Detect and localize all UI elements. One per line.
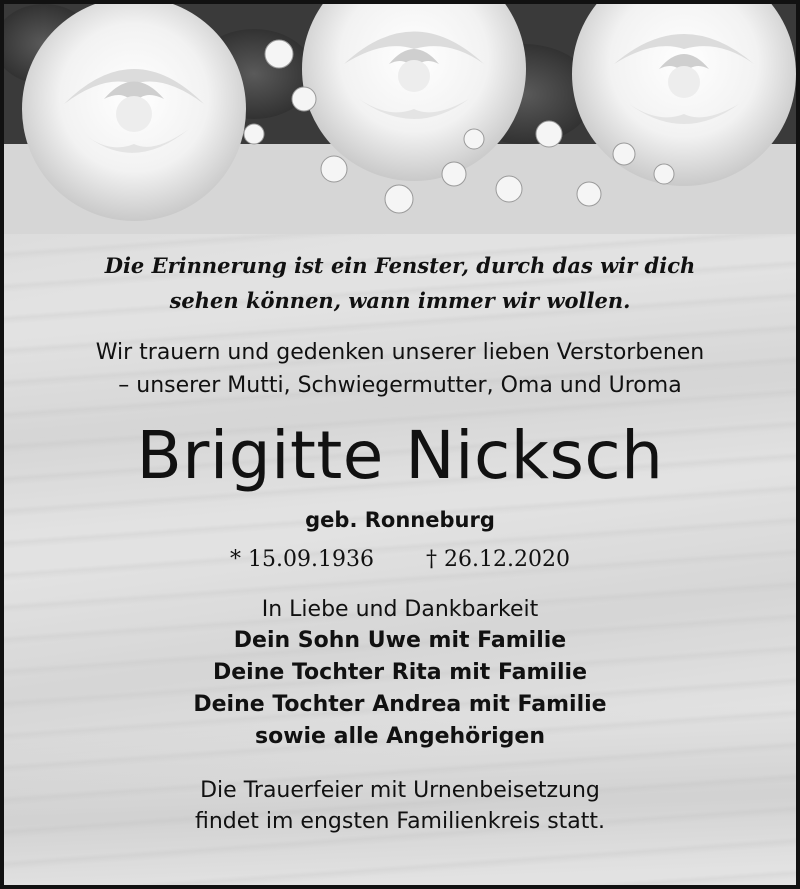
rose-left bbox=[22, 4, 246, 221]
obituary-text bbox=[4, 248, 796, 837]
quote-line-1: Die Erinnerung ist ein Fenster, durch das wir dich bbox=[104, 253, 696, 278]
intro-line-1: Wir trauern und gedenken unserer lieben Verstorbenen bbox=[95, 340, 705, 365]
service-line-2: findet im engsten Familienkreis statt. bbox=[194, 809, 606, 834]
deceased-name: Brigitte Nicksch bbox=[136, 417, 664, 494]
maiden-name: geb. Ronneburg bbox=[305, 508, 495, 532]
birth-date: * 15.09.1936 bbox=[230, 547, 374, 572]
mourner-line: Deine Tochter Andrea mit Familie bbox=[193, 692, 607, 717]
mourners-intro: In Liebe und Dankbarkeit bbox=[261, 597, 539, 622]
mourning-intro bbox=[4, 336, 796, 402]
mourner-line: Dein Sohn Uwe mit Familie bbox=[233, 628, 567, 653]
death-date: † 26.12.2020 bbox=[426, 547, 570, 572]
service-notice bbox=[4, 775, 796, 837]
life-dates bbox=[4, 544, 796, 576]
quote-line-2: sehen können, wann immer wir wollen. bbox=[169, 288, 631, 313]
mourner-line: sowie alle Angehörigen bbox=[254, 724, 546, 749]
service-line-1: Die Trauerfeier mit Urnenbeisetzung bbox=[200, 778, 600, 803]
intro-line-2: – unserer Mutti, Schwiegermutter, Oma und Uroma bbox=[118, 373, 682, 398]
mourners-list bbox=[4, 625, 796, 753]
memorial-quote bbox=[4, 248, 796, 318]
roses-decoration bbox=[4, 4, 796, 234]
mourner-line: Deine Tochter Rita mit Familie bbox=[212, 660, 587, 685]
